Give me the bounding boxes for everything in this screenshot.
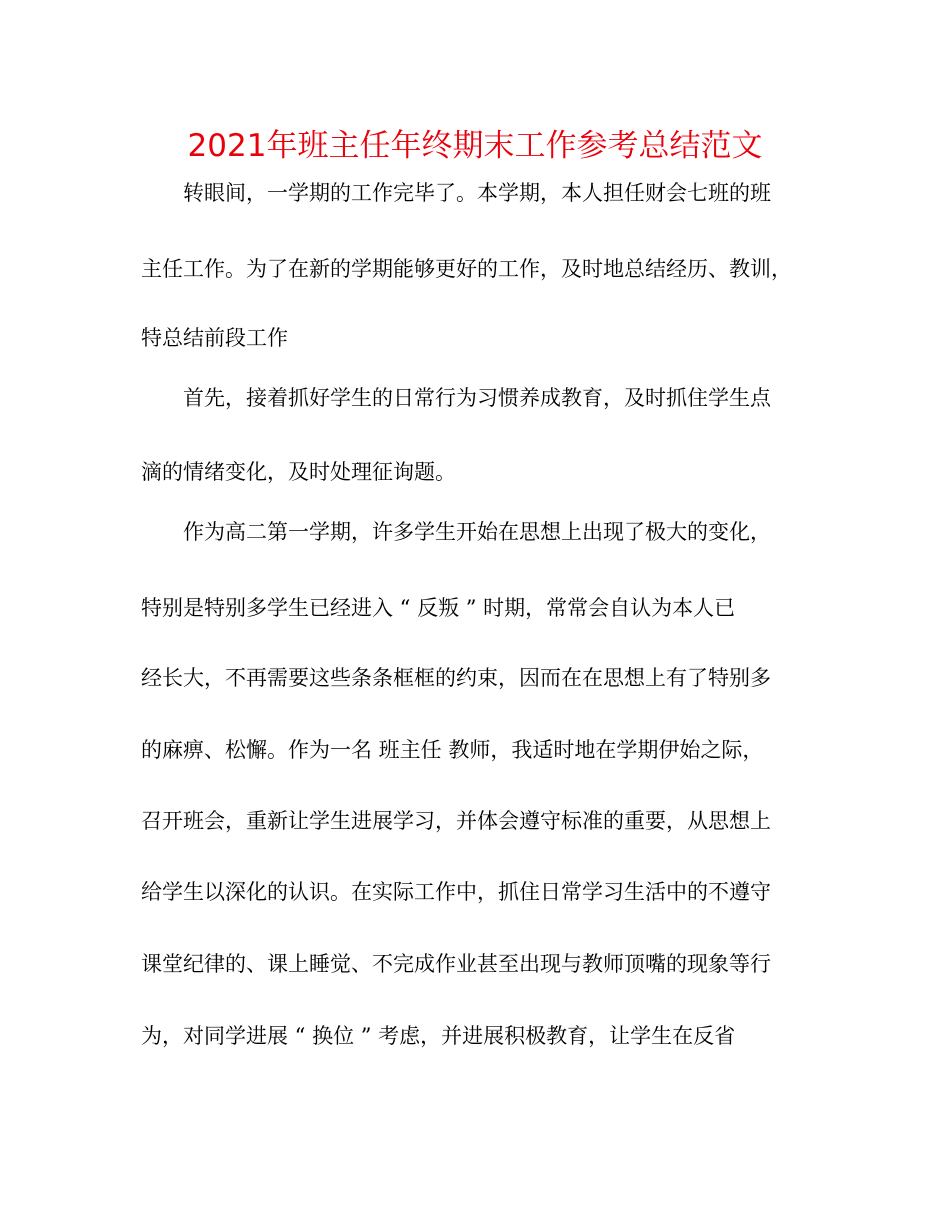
paragraph-line: 首先，接着抓好学生的日常行为习惯养成教育，及时抓住学生点 (183, 386, 771, 410)
document-title: 2021年班主任年终期末工作参考总结范文 (187, 128, 763, 164)
paragraph-line: 课堂纪律的、课上睡觉、不完成作业甚至出现与教师顶嘴的现象等行 (141, 952, 771, 976)
paragraph-line: 召开班会，重新让学生进展学习，并体会遵守标准的重要，从思想上 (141, 809, 771, 833)
paragraph-line: 经长大，不再需要这些条条框框的约束，因而在在思想上有了特别多 (141, 666, 771, 690)
paragraph-line: 的麻痹、松懈。作为一名 班主任 教师，我适时地在学期伊始之际， (141, 738, 764, 762)
paragraph-line: 作为高二第一学期，许多学生开始在思想上出现了极大的变化， (183, 520, 771, 544)
paragraph-line: 特总结前段工作 (141, 326, 288, 350)
paragraph-line: 滴的情绪变化，及时处理征询题。 (141, 460, 456, 484)
paragraph-line: 为，对同学进展 “ 换位 ” 考虑，并进展积极教育，让学生在反省 (141, 1024, 736, 1048)
paragraph-line: 给学生以深化的认识。在实际工作中，抓住日常学习生活中的不遵守 (141, 880, 771, 904)
paragraph-line: 主任工作。为了在新的学期能够更好的工作，及时地总结经历、教训， (141, 257, 792, 281)
paragraph-line: 转眼间，一学期的工作完毕了。本学期，本人担任财会七班的班 (183, 181, 771, 205)
paragraph-line: 特别是特别多学生已经进入 “ 反叛 ” 时期，常常会自认为本人已 (141, 596, 736, 620)
